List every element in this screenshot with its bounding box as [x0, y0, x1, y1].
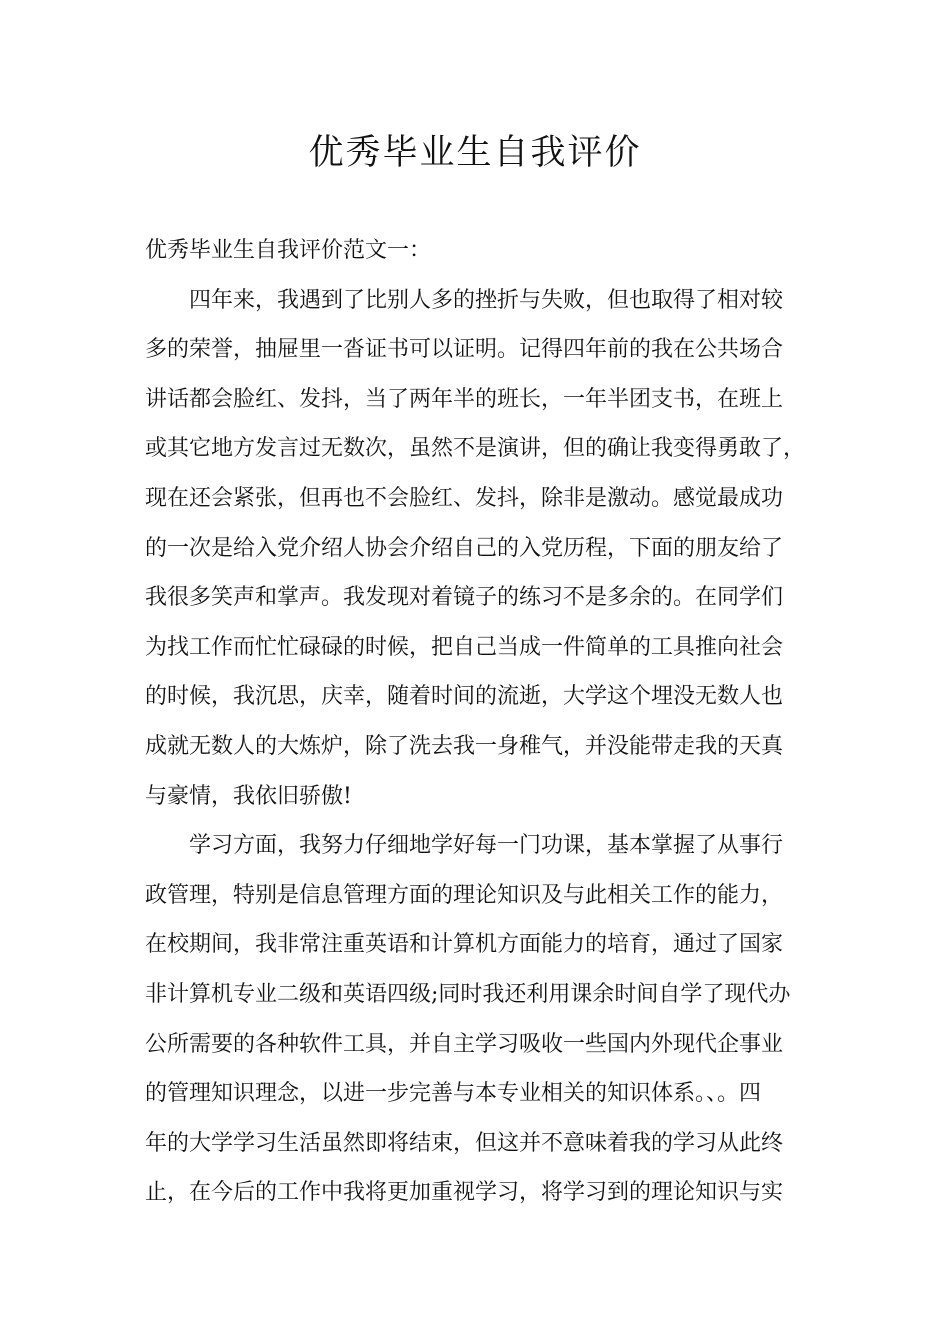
- paragraph-line: 或其它地方发言过无数次，虽然不是演讲，但的确让我变得勇敢了，: [145, 436, 806, 462]
- document-body: [145, 226, 825, 1218]
- paragraph-line: 讲话都会脸红、发抖，当了两年半的班长，一年半团支书，在班上: [145, 386, 784, 412]
- paragraph-line: 止，在今后的工作中我将更加重视学习，将学习到的理论知识与实: [145, 1180, 784, 1206]
- paragraph-line: 我很多笑声和掌声。我发现对着镜子的练习不是多余的。在同学们: [145, 585, 784, 611]
- paragraph-line: 四年来，我遇到了比别人多的挫折与失败，但也取得了相对较: [189, 287, 784, 313]
- paragraph-line: 在校期间，我非常注重英语和计算机方面能力的培育，通过了国家: [145, 932, 784, 958]
- paragraph-1: [145, 276, 825, 822]
- section-subheading: 优秀毕业生自我评价范文一：: [145, 238, 432, 263]
- paragraph-line: 成就无数人的大炼炉，除了洗去我一身稚气，并没能带走我的天真: [145, 733, 784, 759]
- paragraph-line: 的时候，我沉思，庆幸，随着时间的流逝，大学这个埋没无数人也: [145, 684, 784, 710]
- paragraph-line: 的一次是给入党介绍人协会介绍自己的入党历程，下面的朋友给了: [145, 535, 784, 561]
- paragraph-line: 的管理知识理念，以进一步完善与本专业相关的知识体系。、。四: [145, 1081, 762, 1107]
- paragraph-line: 多的荣誉，抽屉里一沓证书可以证明。记得四年前的我在公共场合: [145, 337, 784, 363]
- paragraph-line: 为找工作而忙忙碌碌的时候，把自己当成一件简单的工具推向社会: [145, 634, 784, 660]
- paragraph-line: 学习方面，我努力仔细地学好每一门功课，基本掌握了从事行: [189, 833, 784, 859]
- document-title: 优秀毕业生自我评价: [308, 133, 642, 173]
- paragraph-line: 非计算机专业二级和英语四级;同时我还利用课余时间自学了现代办: [145, 981, 791, 1007]
- paragraph-line: 公所需要的各种软件工具，并自主学习吸收一些国内外现代企事业: [145, 1031, 784, 1057]
- paragraph-line: 年的大学学习生活虽然即将结束，但这并不意味着我的学习从此终: [145, 1130, 784, 1156]
- paragraph-line: 与豪情，我依旧骄傲!: [145, 783, 352, 809]
- paragraph-line: 政管理，特别是信息管理方面的理论知识及与此相关工作的能力，: [145, 882, 784, 908]
- paragraph-2: [145, 821, 825, 1218]
- paragraph-line: 现在还会紧张，但再也不会脸红、发抖，除非是激动。感觉最成功: [145, 485, 784, 511]
